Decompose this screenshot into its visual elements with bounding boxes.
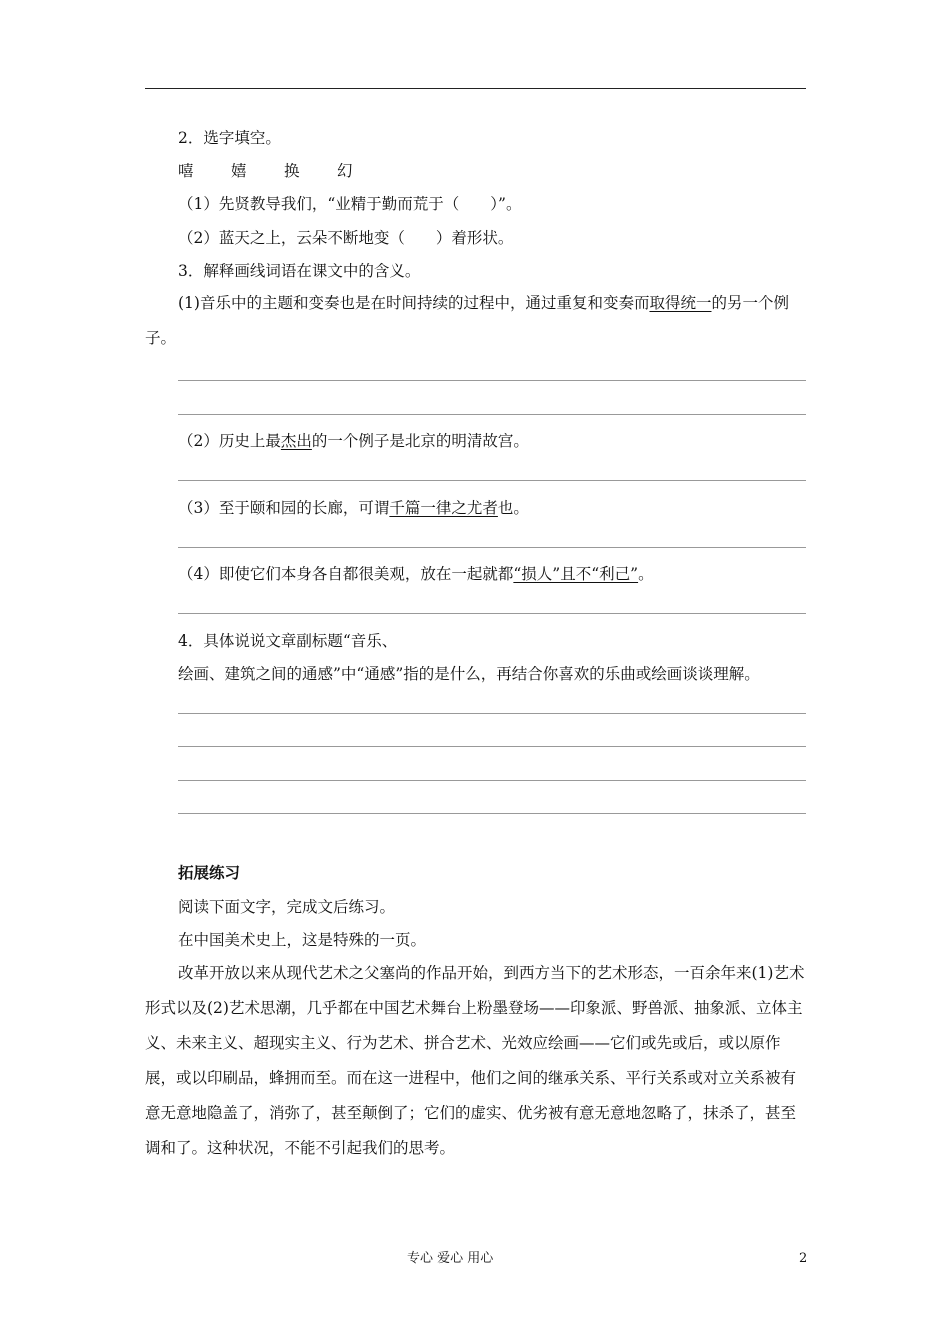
page-number: 2 — [799, 1251, 808, 1266]
char-option: 嬉 — [231, 162, 247, 180]
q4-line-2: 绘画、建筑之间的通感”中“通感”指的是什么，再结合你喜欢的乐曲或绘画谈谈理解。 — [178, 665, 760, 683]
q3-item-4 — [178, 563, 654, 585]
answer-line[interactable] — [178, 480, 806, 481]
char-option: 幻 — [337, 162, 353, 180]
extension-paragraph-1: 在中国美术史上，这是特殊的一页。 — [178, 931, 427, 949]
q3-item-2-post: 的一个例子是北京的明清故宫。 — [311, 432, 529, 450]
q3-item-1 — [145, 286, 806, 356]
answer-line[interactable] — [178, 813, 806, 814]
q2-char-options — [178, 160, 390, 182]
answer-line[interactable] — [178, 380, 806, 381]
answer-line[interactable] — [178, 780, 806, 781]
q3-item-3-post: 也。 — [497, 499, 529, 517]
extension-paragraph-2-text: 改革开放以来从现代艺术之父塞尚的作品开始，到西方当下的艺术形态，一百余年来(1)艺术形式以及(2)艺术思潮，几乎都在中国艺术舞台上粉墨登场——印象派、野兽派、抽象派、立体主义、未来主义、超现实主义、行为艺术、拼合艺术、光效应绘画——它们或先或后，或以原作展，或以印刷品，蜂拥而至。而在这一进程中，他们之间的继承关系、平行关系或对立关系被有意无意地隐盖了，消弥了，甚至颠倒了；它们的虚实、优劣被有意无意地忽略了，抹杀了，甚至调和了。这种状况，不能不引起我们的思考。 — [145, 964, 805, 1157]
q3-item-4-post: 。 — [638, 565, 654, 583]
q4-line-1: 4．具体说说文章副标题“音乐、 — [178, 632, 398, 650]
underlined-term: “损人”且不“利己” — [513, 565, 639, 583]
extension-heading: 拓展练习 — [178, 863, 241, 882]
underlined-term: 杰出 — [280, 432, 312, 450]
char-option: 嘻 — [178, 162, 194, 180]
q3-item-4-pre: （4）即使它们本身各自都很美观，放在一起就都 — [178, 565, 514, 583]
answer-line[interactable] — [178, 613, 806, 614]
answer-line[interactable] — [178, 414, 806, 415]
footer-slogan: 专心 爱心 用心 — [407, 1251, 494, 1266]
q3-item-2 — [178, 430, 529, 452]
q2-item-2: （2）蓝天之上，云朵不断地变（ ）着形状。 — [178, 229, 514, 247]
q3-item-1-pre: (1)音乐中的主题和变奏也是在时间持续的过程中，通过重复和变奏而 — [178, 294, 650, 312]
q2-item-1: （1）先贤教导我们，“业精于勤而荒于（ ）”。 — [178, 195, 522, 213]
q3-item-3 — [178, 497, 529, 519]
answer-line[interactable] — [178, 547, 806, 548]
answer-line[interactable] — [178, 713, 806, 714]
q3-title: 3．解释画线词语在课文中的含义。 — [178, 262, 421, 280]
q3-item-3-pre: （3）至于颐和园的长廊，可谓 — [178, 499, 390, 517]
char-option: 换 — [284, 162, 300, 180]
q2-title: 2．选字填空。 — [178, 129, 281, 147]
extension-instruction: 阅读下面文字，完成文后练习。 — [178, 898, 396, 916]
extension-paragraph-2 — [145, 956, 806, 1166]
q3-item-1-post: 的另一个例子。 — [145, 294, 789, 347]
underlined-term: 取得统一 — [649, 294, 712, 312]
q3-item-2-pre: （2）历史上最 — [178, 432, 281, 450]
header-rule — [145, 88, 806, 89]
underlined-term: 千篇一律之尤者 — [389, 499, 498, 517]
answer-line[interactable] — [178, 746, 806, 747]
